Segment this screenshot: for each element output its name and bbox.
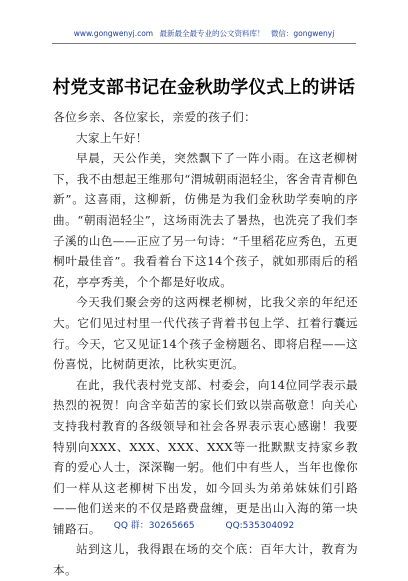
wechat-id: 微信：gongwenyj: [270, 29, 335, 38]
site-url-link[interactable]: www.gongwenyj.com: [73, 29, 154, 38]
qq-number: QQ:535304092: [225, 521, 295, 531]
greeting: 大家上午好！: [76, 130, 148, 145]
header-divider: [52, 43, 356, 44]
document-title: 村党支部书记在金秋助学仪式上的讲话: [52, 78, 356, 98]
page-footer: [0, 518, 408, 531]
site-slogan: 最新最全最专业的公文资料库！: [159, 29, 265, 38]
paragraph-2: 今天我们聚会旁的这两棵老柳树，比我父亲的年纪还大。它们见过村里一代代孩子背着书包上学、扛着行囊远行。今天，它又见证14个孩子金榜题名、即将启程——这份喜悦，比树荫更浓，比秋实更沉。: [53, 295, 358, 372]
paragraph-4: 站到这儿，我得跟在场的交个底：百年大计，教育为本。: [53, 542, 358, 578]
qq-group-number: QQ 群：30265665: [113, 521, 195, 531]
paragraph-1: 早晨，天公作美，突然飘下了一阵小雨。在这老柳树下，我不由想起王维那句“渭城朝雨浥轻尘，客舍青青柳色新”。这喜雨，这柳新，仿佛是为我们金秋助学奏响的序曲。“朝雨浥轻尘”，这场雨洗去了暑热，也洗亮了我们李子溪的山色——正应了另一句诗：“千里稻花应秀色，五更桐叶最佳音”。我看着台下这14个孩子，就如那雨后的稻花，亭亭秀美，个个都是好收成。: [53, 151, 358, 289]
salutation: 各位乡亲、各位家长，亲爱的孩子们：: [53, 110, 257, 124]
speech-body: [53, 107, 358, 581]
site-header: [0, 28, 408, 39]
paragraph-3: 在此，我代表村党支部、村委会，向14位同学表示最热烈的祝贺！向含辛茹苦的家长们致以崇高敬意！向关心支持我村教育的各级领导和社会各界表示衷心感谢！我要特别向XXX、XXX、XXX、XXX等一批默默支持家乡教育的爱心人士，深深鞠一躬。他们中有些人，当年也像你们一样从这老柳树下出发，如今回头为弟弟妹妹们引路——他们送来的不仅是路费盘缠，更是出山入海的第一块铺路石。: [53, 377, 358, 536]
